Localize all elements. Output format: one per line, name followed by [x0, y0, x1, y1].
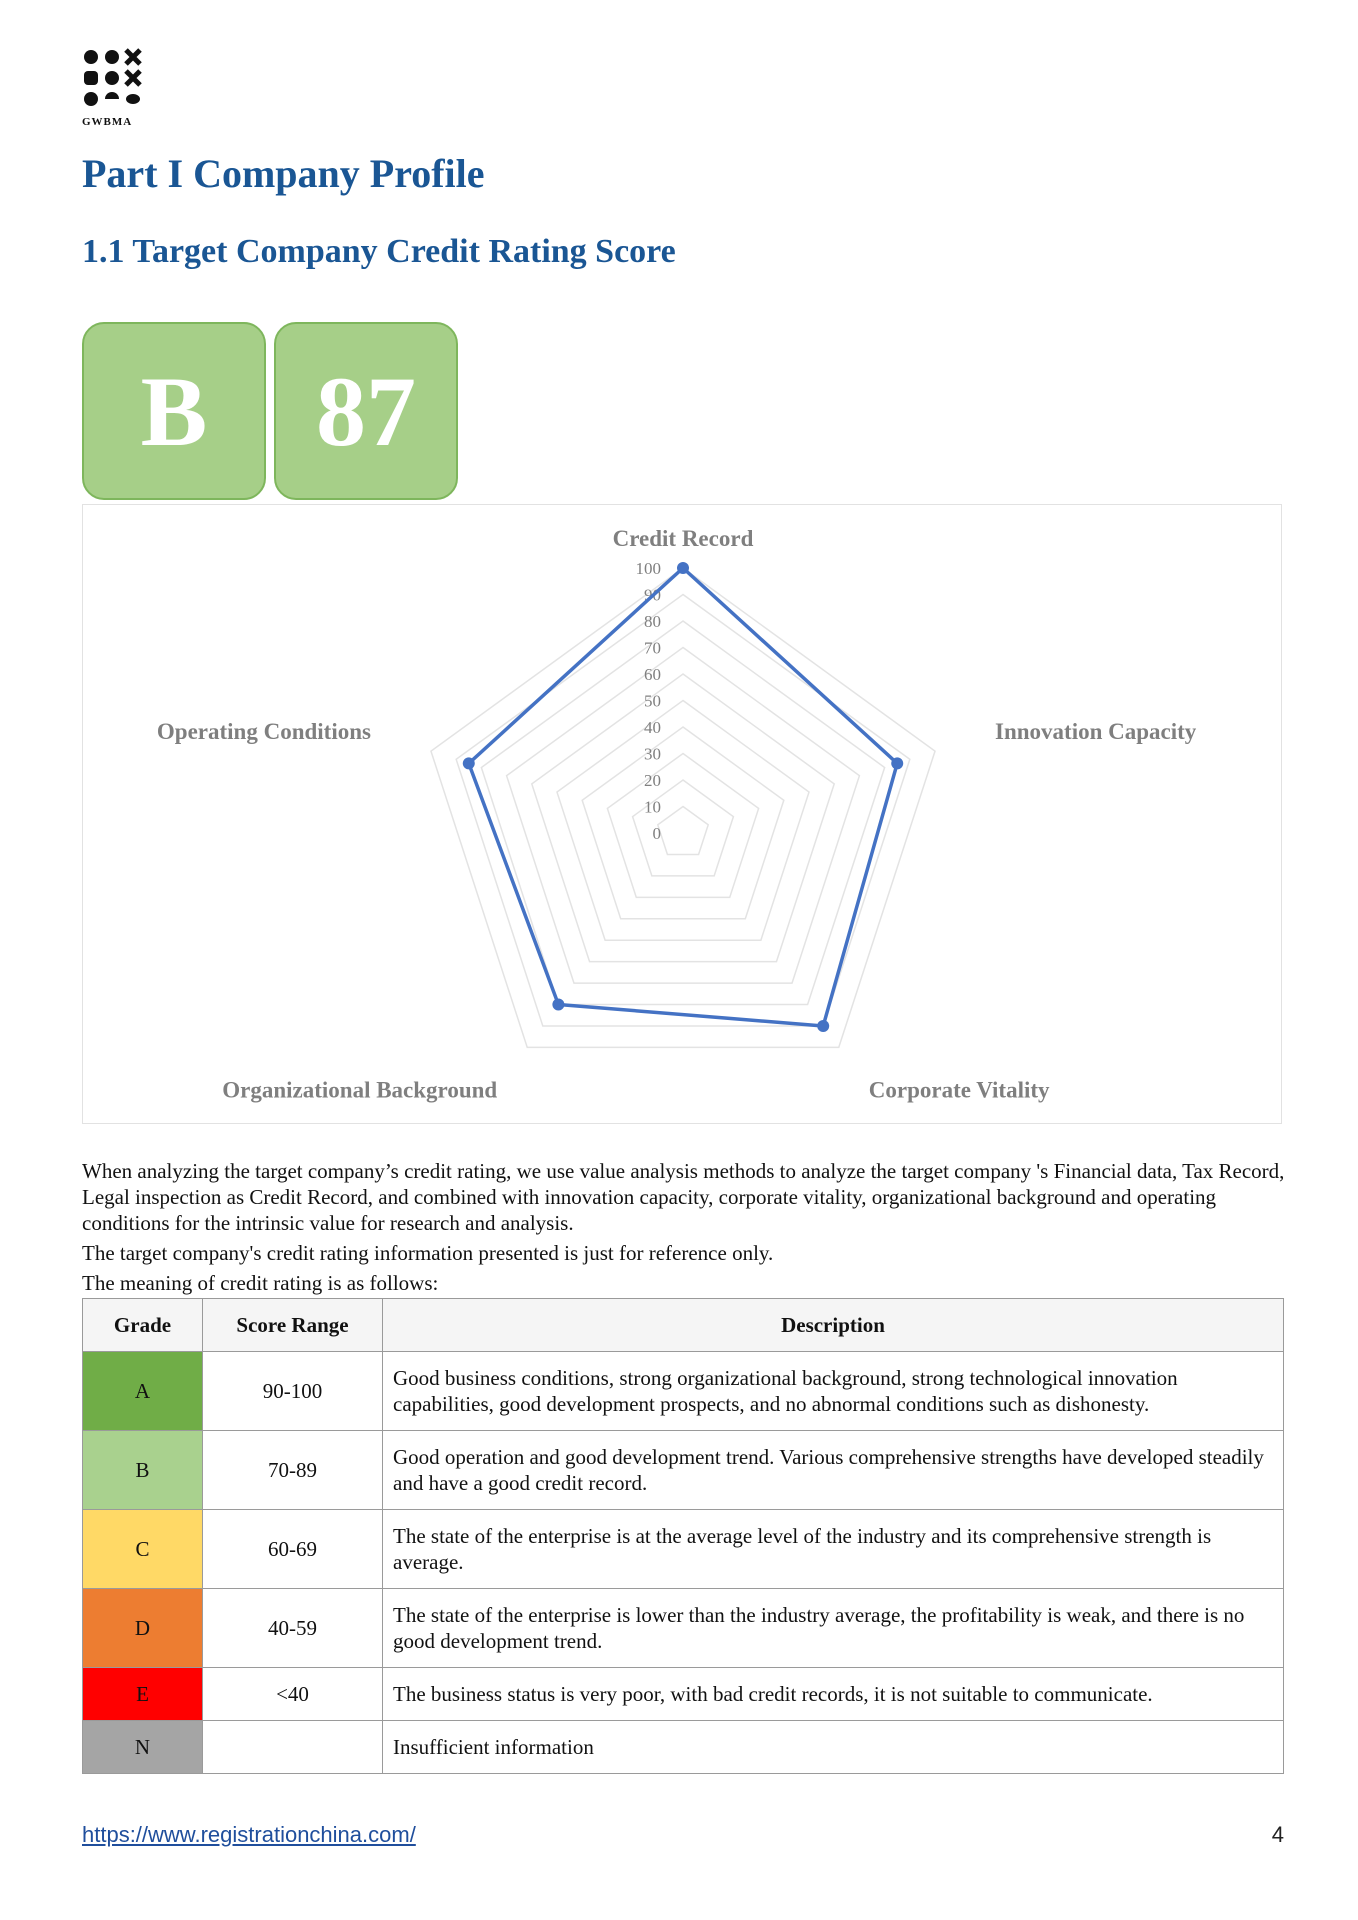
- description-cell: The state of the enterprise is at the average level of the industry and its comprehensive strength is average.: [383, 1510, 1284, 1589]
- page-number: 4: [1271, 1822, 1284, 1847]
- radar-tick-label: 70: [644, 638, 661, 658]
- rating-grade-badge: B: [82, 322, 266, 500]
- website-link[interactable]: https://www.registrationchina.com/: [82, 1822, 416, 1847]
- radar-chart-container: [82, 504, 1282, 1124]
- logo-text: GWBMA: [82, 116, 133, 128]
- rating-score-badge: 87: [274, 322, 458, 500]
- radar-axis-label: Corporate Vitality: [868, 1077, 1050, 1103]
- gwbma-logo: [82, 48, 142, 128]
- score-range-cell: 40-59: [203, 1589, 383, 1668]
- radar-data-point: [677, 562, 689, 574]
- radar-tick-label: 100: [635, 559, 661, 578]
- radar-data-point: [463, 757, 475, 769]
- table-row: [83, 1721, 1284, 1774]
- description-cell: Good business conditions, strong organizational background, strong technological innovation capabilities, good development prospects, and no abnormal conditions such as dishonesty.: [383, 1352, 1284, 1431]
- grade-cell: C: [83, 1510, 203, 1589]
- radar-tick-label: 90: [644, 585, 661, 605]
- radar-series-line: [469, 568, 897, 1026]
- header-score-range: Score Range: [203, 1299, 383, 1352]
- radar-tick-label: 80: [644, 612, 661, 631]
- table-row: [83, 1510, 1284, 1589]
- radar-chart: [83, 505, 1283, 1125]
- grade-cell: B: [83, 1431, 203, 1510]
- grade-cell: D: [83, 1589, 203, 1668]
- score-range-cell: 70-89: [203, 1431, 383, 1510]
- description-cell: The business status is very poor, with bad credit records, it is not suitable to communicate.: [383, 1668, 1284, 1721]
- table-row: [83, 1352, 1284, 1431]
- score-range-cell: 60-69: [203, 1510, 383, 1589]
- meaning-intro: The meaning of credit rating is as follows:: [82, 1271, 439, 1295]
- logo-icon: [82, 48, 142, 108]
- header-grade: Grade: [83, 1299, 203, 1352]
- radar-tick-label: 50: [644, 691, 661, 711]
- radar-grid-ring: [431, 568, 935, 1047]
- radar-tick-label: 30: [644, 744, 661, 764]
- header-description: Description: [383, 1299, 1284, 1352]
- radar-tick-label: 10: [644, 797, 661, 817]
- radar-tick-label: 60: [644, 665, 661, 684]
- radar-grid-ring: [557, 701, 809, 941]
- section-title: 1.1 Target Company Credit Rating Score: [82, 233, 676, 270]
- table-row: [83, 1589, 1284, 1668]
- radar-axis-label: Operating Conditions: [156, 719, 371, 745]
- disclaimer-paragraph: The target company's credit rating information presented is just for reference only.: [82, 1241, 774, 1265]
- score-range-cell: <40: [203, 1668, 383, 1721]
- grade-cell: N: [83, 1721, 203, 1774]
- score-range-cell: 90-100: [203, 1352, 383, 1431]
- analysis-paragraph: When analyzing the target company’s credit rating, we use value analysis methods to analyze the target company 's Financial data, Tax Record, Legal inspection as Credit Record, and combined with innovation capacity, corporate vitality, organizational background and operating conditions for the intrinsic value for research and analysis.: [82, 1159, 1285, 1235]
- credit-rating-table: [82, 1298, 1284, 1774]
- description-cell: Good operation and good development trend. Various comprehensive strengths have developed steadily and have a good credit record.: [383, 1431, 1284, 1510]
- table-row: [83, 1431, 1284, 1510]
- radar-data-point: [552, 999, 564, 1011]
- score-range-cell: [203, 1721, 383, 1774]
- grade-cell: A: [83, 1352, 203, 1431]
- part-title: Part I Company Profile: [82, 151, 485, 196]
- table-row: [83, 1668, 1284, 1721]
- table-header-row: [83, 1299, 1284, 1352]
- description-cell: The state of the enterprise is lower than the industry average, the profitability is weak, and there is no good development trend.: [383, 1589, 1284, 1668]
- radar-grid-ring: [507, 648, 860, 984]
- radar-data-point: [817, 1020, 829, 1032]
- radar-axis-label: Organizational Background: [222, 1077, 498, 1103]
- radar-axis-label: Innovation Capacity: [995, 719, 1197, 745]
- radar-grid-ring: [633, 780, 734, 876]
- radar-tick-label: 20: [644, 771, 661, 790]
- radar-tick-label: 40: [644, 718, 661, 737]
- radar-axis-label: Credit Record: [612, 526, 754, 551]
- radar-tick-label: 0: [652, 824, 661, 843]
- description-cell: Insufficient information: [383, 1721, 1284, 1774]
- grade-cell: E: [83, 1668, 203, 1721]
- radar-data-point: [891, 757, 903, 769]
- radar-grid-ring: [658, 807, 708, 855]
